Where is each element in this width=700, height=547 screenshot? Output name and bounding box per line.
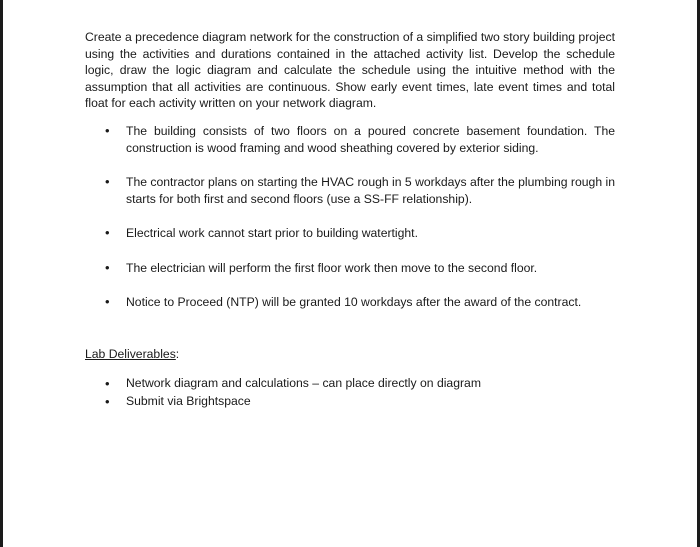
list-item bbox=[85, 123, 615, 156]
list-item bbox=[85, 393, 615, 411]
list-item bbox=[85, 375, 615, 393]
list-item-text: The contractor plans on starting the HVAC rough in 5 workdays after the plumbing rough in starts for both first and second floors (use a SS-FF relationship). bbox=[126, 175, 615, 206]
list-item-text: The building consists of two floors on a poured concrete basement foundation. The construction is wood framing and wood sheathing covered by exterior siding. bbox=[126, 124, 615, 155]
bullet-icon: • bbox=[105, 393, 110, 409]
deliverables-heading-colon: : bbox=[175, 347, 180, 361]
list-item bbox=[85, 294, 615, 311]
list-item-text: Network diagram and calculations – can place directly on diagram bbox=[126, 376, 481, 390]
bullet-icon: • bbox=[105, 174, 110, 189]
deliverables-heading bbox=[85, 346, 179, 363]
deliverables-heading-text: Lab Deliverables bbox=[85, 347, 176, 361]
intro-paragraph: Create a precedence diagram network for the construction of a simplified two story building project using the activities and durations contained in the attached activity list. Develop the schedule logic, draw the logic diagram and calculate the schedule using the intuitive method with the assumption that all activities are continuous. Show early event times, late event times and total float for each activity written on your network diagram. bbox=[85, 30, 615, 110]
list-item bbox=[85, 174, 615, 207]
requirements-list bbox=[85, 123, 615, 311]
bullet-icon: • bbox=[105, 259, 110, 275]
list-item bbox=[85, 260, 615, 277]
list-item bbox=[85, 225, 615, 242]
list-item-text: The electrician will perform the first floor work then move to the second floor. bbox=[126, 260, 538, 275]
bullet-icon: • bbox=[105, 123, 110, 138]
left-edge-border bbox=[0, 0, 3, 547]
list-item-text: Submit via Brightspace bbox=[126, 393, 251, 408]
deliverables-list bbox=[85, 375, 615, 410]
list-item-text: Electrical work cannot start prior to building watertight. bbox=[126, 226, 418, 240]
bullet-icon: • bbox=[105, 294, 110, 309]
bullet-icon: • bbox=[105, 225, 110, 240]
list-item-text: Notice to Proceed (NTP) will be granted 10 workdays after the award of the contract. bbox=[126, 295, 582, 309]
bullet-icon: • bbox=[105, 376, 110, 391]
